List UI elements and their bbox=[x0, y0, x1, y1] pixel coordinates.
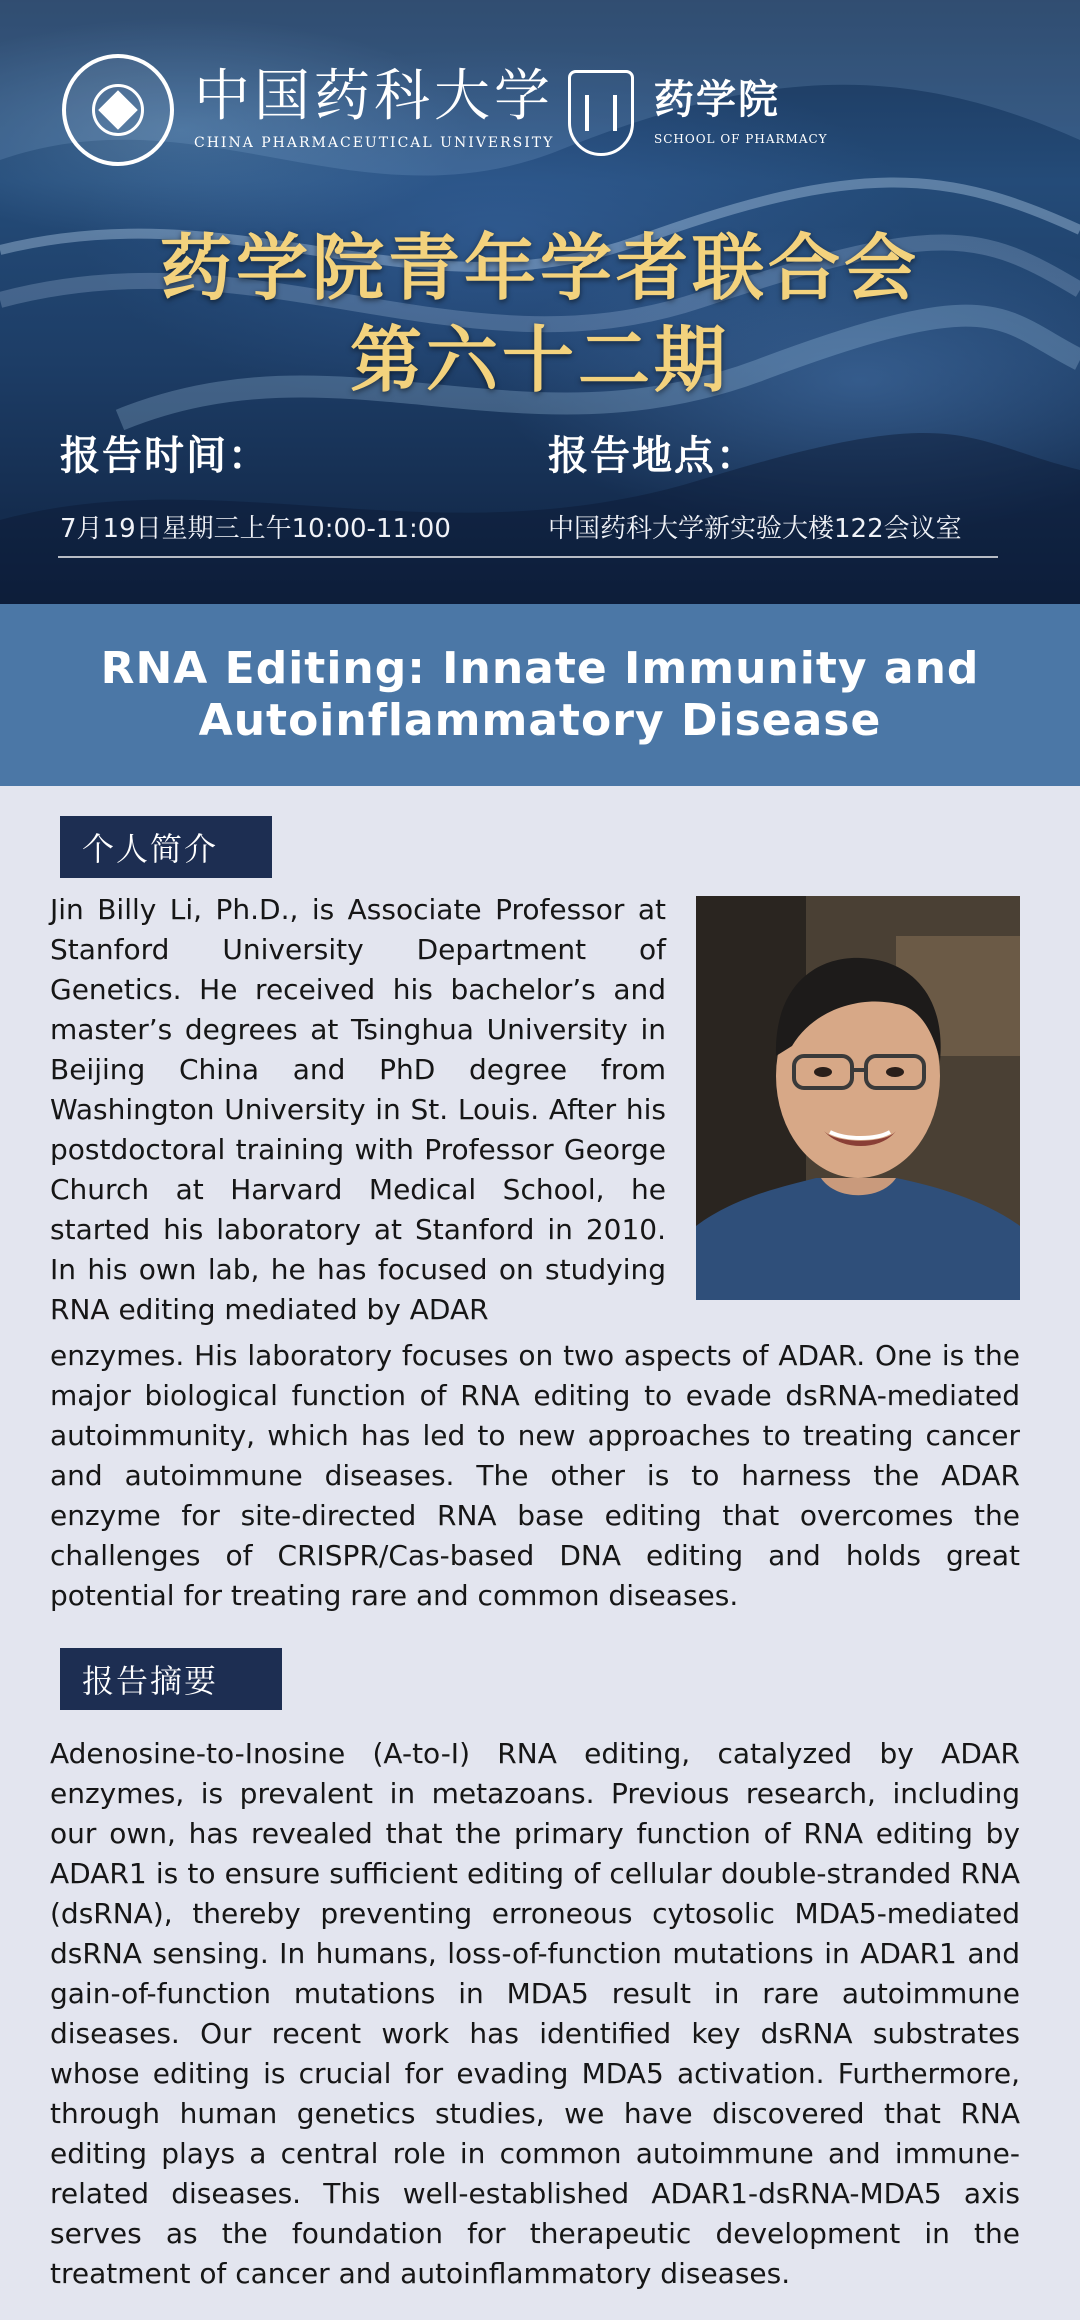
bio-text-top: Jin Billy Li, Ph.D., is Associate Professor at Stanford University Department of Genetics. He received his bachelor’s and master’s degrees at Tsinghua University in Beijing China and PhD degree from Washington University in St. Louis. After his postdoctoral training with Professor George Church at Harvard Medical School, he started his laboratory at Stanford in 2010. In his own lab, he has focused on studying RNA editing mediated by ADAR bbox=[50, 893, 666, 1326]
talk-title-band bbox=[0, 604, 1080, 786]
university-name-en: CHINA PHARMACEUTICAL UNIVERSITY bbox=[194, 135, 555, 151]
time-value: 7月19日星期三上午10:00-11:00 bbox=[60, 514, 451, 544]
bio-heading: 个人简介 bbox=[60, 816, 272, 878]
poster-header bbox=[0, 0, 1080, 604]
talk-title: RNA Editing: Innate Immunity and Autoinflammatory Disease bbox=[100, 643, 980, 746]
abstract-heading: 报告摘要 bbox=[60, 1648, 282, 1710]
place-value: 中国药科大学新实验大楼122会议室 bbox=[548, 514, 962, 544]
speaker-photo-illustration bbox=[696, 896, 1020, 1300]
abstract-text: Adenosine-to-Inosine (A-to-I) RNA editing, catalyzed by ADAR enzymes, is prevalent in metazoans. Previous research, including our own, has revealed that the primary function of RNA editing by ADAR1 is to ensure sufficient editing of cellular double-stranded RNA (dsRNA), thereby preventing erroneous cytosolic MDA5-mediated dsRNA sensing. In humans, loss-of-function mutations in ADAR1 and gain-of-function mutations in MDA5 result in rare autoimmune diseases. Our recent work has identified key dsRNA substrates whose editing is crucial for evading MDA5 activation. Furthermore, through human genetics studies, we have discovered that RNA editing plays a central role in common autoimmune and immune-related diseases. This well-established ADAR1-dsRNA-MDA5 axis serves as the foundation for therapeutic development in the treatment of cancer and autoinflammatory diseases. bbox=[50, 1737, 1020, 2290]
bio-text-rest: enzymes. His laboratory focuses on two aspects of ADAR. One is the major biological function of RNA editing to evade dsRNA-mediated autoimmunity, which has led to new approaches to treating cancer and autoimmune diseases. The other is to harness the ADAR enzyme for site-directed RNA base editing that overcomes the challenges of CRISPR/Cas-based DNA editing and holds great potential for treating rare and common diseases. bbox=[50, 1339, 1020, 1612]
university-seal-icon bbox=[62, 54, 174, 166]
school-name-cn: 药学院 bbox=[654, 77, 780, 123]
speaker-portrait bbox=[696, 896, 1020, 1300]
event-title: 药学院青年学者联合会 bbox=[159, 226, 920, 310]
header-divider bbox=[58, 556, 998, 558]
time-label: 报告时间： bbox=[60, 433, 270, 479]
university-name-cn: 中国药科大学 bbox=[194, 64, 554, 129]
school-name-en: SCHOOL OF PHARMACY bbox=[654, 132, 828, 146]
event-issue: 第六十二期 bbox=[349, 318, 730, 402]
place-label: 报告地点： bbox=[548, 433, 758, 479]
school-shield-icon bbox=[568, 70, 634, 156]
school-logo bbox=[568, 70, 828, 156]
university-logo bbox=[62, 54, 554, 166]
